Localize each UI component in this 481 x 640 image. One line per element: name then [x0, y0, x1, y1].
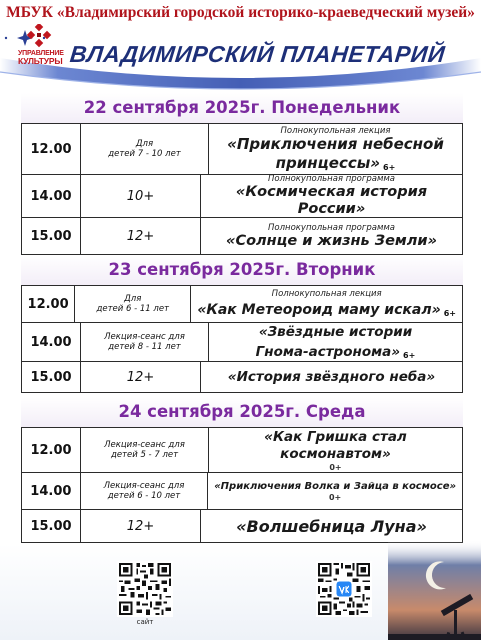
audience-line: Лекция-сеанс для	[104, 332, 185, 342]
audience-cell: 10+	[81, 175, 201, 217]
planetarium-banner	[0, 28, 481, 98]
table-row	[21, 123, 463, 175]
table-row	[21, 473, 463, 510]
moon-telescope-image	[388, 540, 481, 640]
audience-cell	[81, 323, 209, 361]
audience-line: детей 6 - 11 лет	[96, 304, 170, 314]
table-row	[21, 323, 463, 362]
qr-code-vk[interactable]	[316, 561, 372, 617]
time-cell: 12.00	[22, 428, 81, 472]
event-title-line	[276, 153, 396, 172]
event-cell	[209, 124, 462, 174]
event-type: Полнокупольная лекция	[271, 289, 382, 299]
qr-code-icon	[316, 561, 372, 617]
audience-line: Для	[135, 139, 154, 149]
audience-line: детей 7 - 10 лет	[108, 149, 181, 159]
event-title: принцессы»	[275, 154, 381, 172]
qr-code-icon	[117, 561, 173, 617]
event-cell	[201, 362, 462, 392]
logo-line-2: КУЛЬТУРЫ	[18, 55, 63, 66]
event-type: Полнокупольная лекция	[280, 126, 391, 136]
table-row	[21, 427, 463, 473]
day-heading: 24 сентября 2025г. Среда	[21, 397, 463, 427]
logo-caption	[18, 50, 64, 66]
qr-caption: сайт	[136, 618, 154, 626]
time-cell: 15.00	[22, 362, 81, 392]
event-title: «Космическая история России»	[235, 184, 428, 217]
event-cell	[201, 175, 462, 217]
event-title: «История звёздного неба»	[227, 368, 436, 385]
qr-code-site[interactable]	[117, 561, 173, 617]
time-cell: 15.00	[22, 218, 81, 254]
event-title: «Как Метеороид маму искал»	[197, 302, 441, 318]
event-type: Полнокупольная программа	[268, 222, 395, 233]
logo-line-1: УПРАВЛЕНИЕ	[18, 50, 64, 57]
event-cell	[208, 473, 462, 509]
event-title: Гнома-астронома»	[255, 343, 401, 360]
time-cell: 14.00	[22, 473, 81, 509]
banner-title: ВЛАДИМИРСКИЙ ПЛАНЕТАРИЙ	[68, 41, 447, 67]
audience-cell	[81, 473, 208, 509]
time-cell: 12.00	[22, 124, 81, 174]
event-cell	[191, 286, 462, 322]
table-row	[21, 218, 463, 255]
ornament-logo-icon	[24, 24, 54, 50]
event-title: «Приключения небесной	[227, 135, 444, 153]
age-rating: 0+	[329, 462, 342, 472]
day-heading: 22 сентября 2025г. Понедельник	[21, 93, 463, 123]
age-rating: 0+	[328, 493, 342, 502]
audience-line: детей 6 - 10 лет	[107, 491, 181, 501]
schedule	[21, 93, 463, 543]
table-row	[21, 362, 463, 393]
age-rating: 6+	[403, 350, 416, 360]
event-title-line	[256, 341, 416, 361]
culture-department-logo	[18, 24, 64, 66]
audience-cell: 12+	[81, 362, 201, 392]
audience-line: Лекция-сеанс для	[104, 440, 185, 450]
event-title: «Солнце и жизнь Земли»	[226, 232, 437, 249]
event-cell	[209, 323, 462, 361]
audience-line: Для	[124, 294, 142, 304]
event-cell	[209, 428, 462, 472]
audience-cell	[75, 286, 191, 322]
audience-line: детей 8 - 11 лет	[108, 342, 181, 352]
event-type: Полнокупольная программа	[268, 174, 395, 184]
audience-line: Лекция-сеанс для	[103, 481, 185, 491]
time-cell: 15.00	[22, 510, 81, 542]
day-heading: 23 сентября 2025г. Вторник	[21, 255, 463, 285]
table-row	[21, 510, 463, 543]
audience-line: детей 5 - 7 лет	[110, 450, 179, 460]
table-row	[21, 285, 463, 323]
audience-cell	[81, 428, 209, 472]
event-title: «Как Гришка стал космонавтом»	[264, 428, 407, 462]
table-row	[21, 175, 463, 218]
audience-cell: 12+	[81, 218, 201, 254]
time-cell: 14.00	[22, 323, 81, 361]
age-rating: 6+	[443, 309, 456, 318]
event-cell	[201, 510, 462, 542]
age-rating: 6+	[383, 163, 396, 172]
time-cell: 14.00	[22, 175, 81, 217]
event-cell	[201, 218, 462, 254]
museum-title: МБУК «Владимирский городской историко-краеведческий музей»	[6, 4, 475, 21]
audience-cell	[81, 124, 209, 174]
audience-cell: 12+	[81, 510, 201, 542]
event-title: «Звёздные истории	[258, 323, 413, 340]
event-title: «Приключения Волка и Зайца в космосе»	[214, 481, 456, 492]
time-cell: 12.00	[22, 286, 75, 322]
event-title: «Волшебница Луна»	[236, 516, 427, 536]
event-title-line	[197, 299, 456, 319]
